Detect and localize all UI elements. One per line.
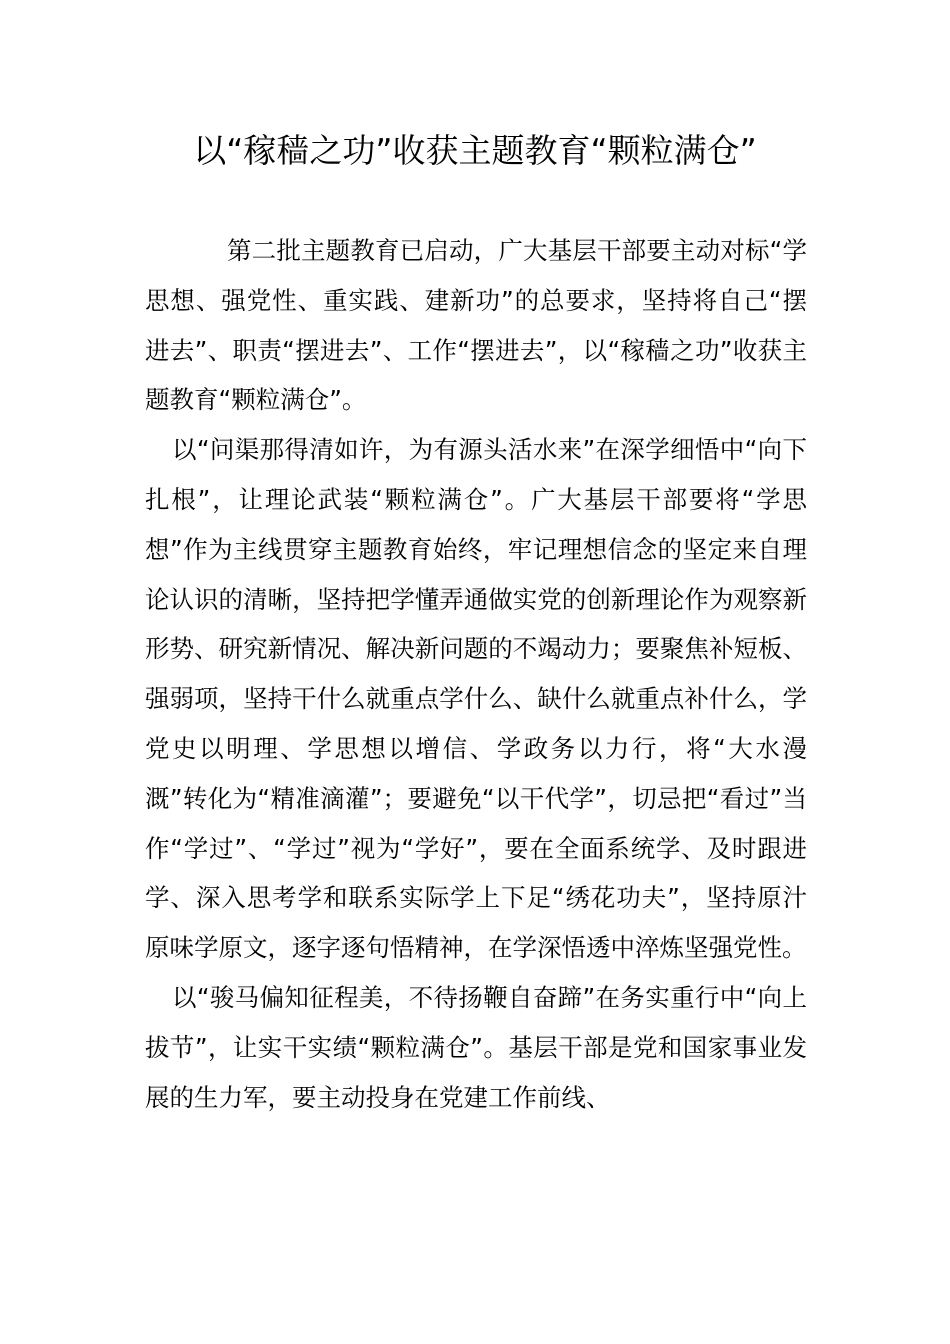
paragraph-1: 第二批主题教育已启动，广大基层干部要主动对标“学思想、强党性、重实践、建新功”的总要求，坚持将自己“摆进去”、职责“摆进去”、工作“摆进去”，以“稼穑之功”收获主题教育“颗粒满仓”。 <box>145 236 807 415</box>
paragraph-3: 以“骏马偏知征程美，不待扬鞭自奋蹄”在务实重行中“向上拔节”，让实干实绩“颗粒满仓”。基层干部是党和国家事业发展的生力军，要主动投身在党建工作前线、 <box>145 982 807 1112</box>
paragraph-2: 以“问渠那得清如许，为有源头活水来”在深学细悟中“向下扎根”，让理论武装“颗粒满仓”。广大基层干部要将“学思想”作为主线贯穿主题教育始终，牢记理想信念的坚定来自理论认识的清晰，坚持把学懂弄通做实党的创新理论作为观察新形势、研究新情况、解决新问题的不竭动力；要聚焦补短板、强弱项，坚持干什么就重点学什么、缺什么就重点补什么，学党史以明理、学思想以增信、学政务以力行，将“大水漫溉”转化为“精准滴灌”；要避免“以干代学”，切忌把“看过”当作“学过”、“学过”视为“学好”，要在全面系统学、及时跟进学、深入思考学和联系实际学上下足“绣花功夫”，坚持原汁原味学原文，逐字逐句悟精神，在学深悟透中淬炼坚强党性。 <box>145 435 807 963</box>
document-title: 以“稼穑之功”收获主题教育“颗粒满仓” <box>193 131 757 170</box>
document-body <box>145 226 807 1122</box>
